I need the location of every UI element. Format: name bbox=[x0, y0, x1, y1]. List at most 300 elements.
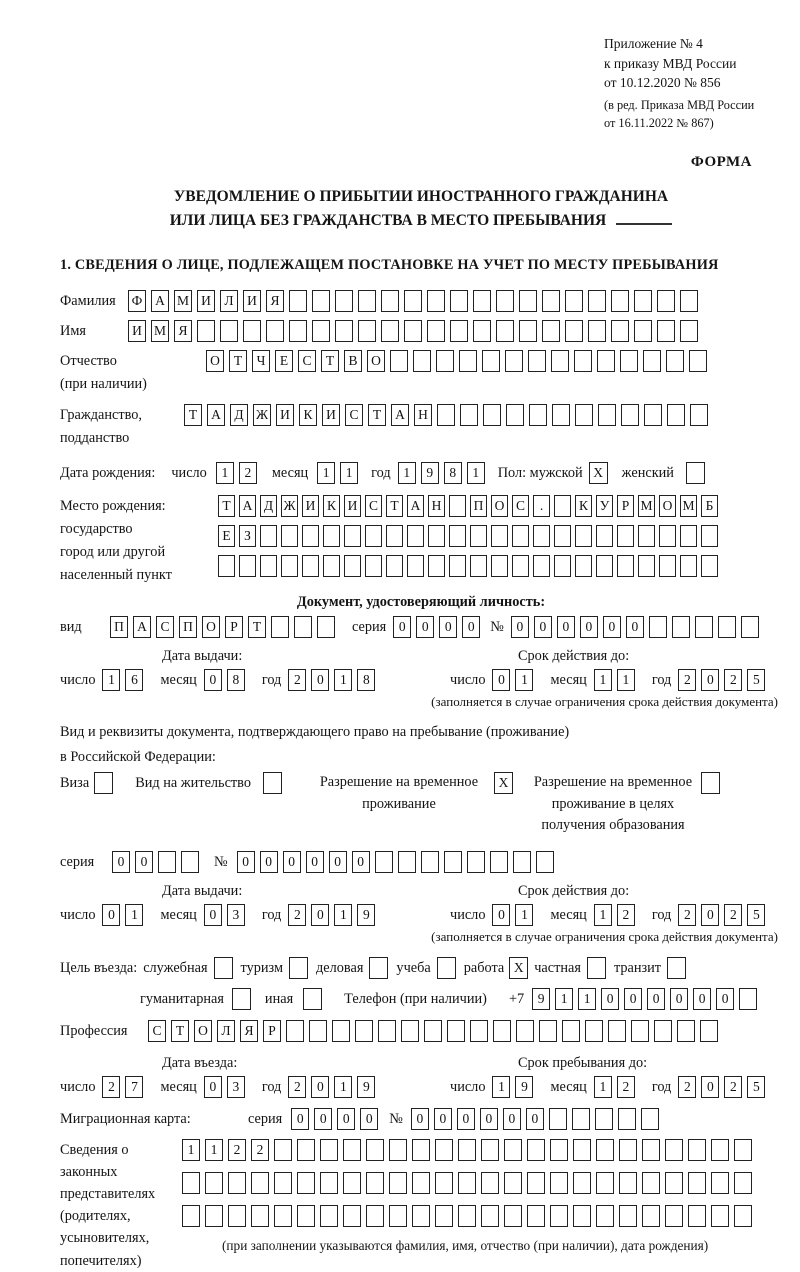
name-cell[interactable] bbox=[657, 320, 675, 342]
representatives-row1-cell[interactable] bbox=[734, 1139, 752, 1161]
citizenship-cell[interactable] bbox=[644, 404, 662, 426]
residence-permit-checkbox[interactable] bbox=[263, 772, 282, 794]
residence-number-cells[interactable] bbox=[237, 851, 559, 873]
entry-day-cell[interactable]: 2 bbox=[102, 1076, 120, 1098]
birth-place-row1-cell[interactable]: Б bbox=[701, 495, 718, 517]
purpose-work-cell[interactable]: X bbox=[509, 957, 528, 979]
residence-issue-year-cells[interactable] bbox=[288, 904, 380, 926]
migration-number-cell[interactable]: 0 bbox=[457, 1108, 475, 1130]
migration-number-cell[interactable] bbox=[641, 1108, 659, 1130]
profession-cell[interactable]: Т bbox=[171, 1020, 189, 1042]
patronymic-cell[interactable] bbox=[390, 350, 408, 372]
name-cell[interactable] bbox=[634, 320, 652, 342]
patronymic-cell[interactable] bbox=[436, 350, 454, 372]
representatives-row2-cell[interactable] bbox=[481, 1172, 499, 1194]
citizenship-cell[interactable] bbox=[598, 404, 616, 426]
representatives-row1-cell[interactable] bbox=[550, 1139, 568, 1161]
birth-place-row2-cells[interactable] bbox=[218, 525, 722, 547]
name-cell[interactable] bbox=[450, 320, 468, 342]
doc-issue-year-cell[interactable]: 1 bbox=[334, 669, 352, 691]
birth-place-row3-cell[interactable] bbox=[281, 555, 298, 577]
entry-day-cell[interactable]: 7 bbox=[125, 1076, 143, 1098]
representatives-row2-cells[interactable] bbox=[182, 1172, 757, 1194]
name-cell[interactable] bbox=[197, 320, 215, 342]
sex-male-checkbox[interactable] bbox=[589, 462, 608, 484]
name-cell[interactable]: И bbox=[128, 320, 146, 342]
profession-cell[interactable] bbox=[378, 1020, 396, 1042]
temp-residence-permit-checkbox[interactable] bbox=[494, 772, 513, 794]
stay-year-cells[interactable] bbox=[678, 1076, 770, 1098]
doc-series-cell[interactable]: 0 bbox=[462, 616, 480, 638]
surname-cell[interactable] bbox=[473, 290, 491, 312]
purpose-business-cell[interactable] bbox=[369, 957, 388, 979]
migration-number-cell[interactable] bbox=[549, 1108, 567, 1130]
phone-cell[interactable] bbox=[739, 988, 757, 1010]
sex-male-cell[interactable]: X bbox=[589, 462, 608, 484]
name-cell[interactable] bbox=[289, 320, 307, 342]
birth-year-cell[interactable]: 1 bbox=[398, 462, 416, 484]
residence-expiry-year-cell[interactable]: 2 bbox=[678, 904, 696, 926]
residence-number-cell[interactable] bbox=[490, 851, 508, 873]
birth-place-row1-cell[interactable]: И bbox=[344, 495, 361, 517]
birth-place-row1-cell[interactable]: А bbox=[239, 495, 256, 517]
representatives-row1-cell[interactable] bbox=[642, 1139, 660, 1161]
representatives-row1-cell[interactable]: 2 bbox=[228, 1139, 246, 1161]
name-cell[interactable] bbox=[588, 320, 606, 342]
birth-day-cell[interactable]: 2 bbox=[239, 462, 257, 484]
purpose-official-checkbox[interactable] bbox=[214, 957, 233, 979]
stay-day-cells[interactable] bbox=[492, 1076, 538, 1098]
citizenship-cell[interactable] bbox=[506, 404, 524, 426]
representatives-row2-cell[interactable] bbox=[573, 1172, 591, 1194]
patronymic-cell[interactable] bbox=[620, 350, 638, 372]
name-cell[interactable] bbox=[381, 320, 399, 342]
profession-cell[interactable] bbox=[355, 1020, 373, 1042]
representatives-row2-cell[interactable] bbox=[435, 1172, 453, 1194]
purpose-tourism-cell[interactable] bbox=[289, 957, 308, 979]
surname-cell[interactable] bbox=[657, 290, 675, 312]
representatives-row1-cell[interactable] bbox=[481, 1139, 499, 1161]
representatives-row3-cell[interactable] bbox=[550, 1205, 568, 1227]
citizenship-cell[interactable]: И bbox=[322, 404, 340, 426]
entry-day-cells[interactable] bbox=[102, 1076, 148, 1098]
representatives-row1-cell[interactable] bbox=[619, 1139, 637, 1161]
migration-number-cells[interactable] bbox=[411, 1108, 664, 1130]
surname-cell[interactable]: А bbox=[151, 290, 169, 312]
citizenship-cell[interactable]: А bbox=[391, 404, 409, 426]
representatives-row3-cell[interactable] bbox=[619, 1205, 637, 1227]
residence-expiry-day-cell[interactable]: 1 bbox=[515, 904, 533, 926]
doc-type-cell[interactable] bbox=[294, 616, 312, 638]
birth-place-row3-cell[interactable] bbox=[344, 555, 361, 577]
birth-place-row2-cell[interactable] bbox=[260, 525, 277, 547]
doc-type-cell[interactable]: С bbox=[156, 616, 174, 638]
representatives-row2-cell[interactable] bbox=[458, 1172, 476, 1194]
doc-issue-day-cell[interactable]: 6 bbox=[125, 669, 143, 691]
phone-cell[interactable]: 0 bbox=[624, 988, 642, 1010]
birth-place-row2-cell[interactable]: З bbox=[239, 525, 256, 547]
birth-place-row3-cell[interactable] bbox=[701, 555, 718, 577]
birth-place-row2-cell[interactable] bbox=[386, 525, 403, 547]
entry-month-cells[interactable] bbox=[204, 1076, 250, 1098]
migration-number-cell[interactable] bbox=[572, 1108, 590, 1130]
residence-issue-month-cell[interactable]: 0 bbox=[204, 904, 222, 926]
profession-cell[interactable]: Я bbox=[240, 1020, 258, 1042]
profession-cell[interactable]: О bbox=[194, 1020, 212, 1042]
representatives-row3-cell[interactable] bbox=[343, 1205, 361, 1227]
stay-year-cell[interactable]: 2 bbox=[678, 1076, 696, 1098]
representatives-row3-cell[interactable] bbox=[228, 1205, 246, 1227]
stay-year-cell[interactable]: 2 bbox=[724, 1076, 742, 1098]
doc-expiry-year-cell[interactable]: 2 bbox=[724, 669, 742, 691]
visa-cell[interactable] bbox=[94, 772, 113, 794]
patronymic-cell[interactable]: С bbox=[298, 350, 316, 372]
stay-month-cells[interactable] bbox=[594, 1076, 640, 1098]
phone-cell[interactable]: 1 bbox=[578, 988, 596, 1010]
birth-place-row3-cell[interactable] bbox=[260, 555, 277, 577]
migration-number-cell[interactable]: 0 bbox=[480, 1108, 498, 1130]
doc-expiry-year-cell[interactable]: 0 bbox=[701, 669, 719, 691]
representatives-row2-cell[interactable] bbox=[412, 1172, 430, 1194]
birth-month-cells[interactable] bbox=[317, 462, 363, 484]
doc-series-cells[interactable] bbox=[393, 616, 485, 638]
representatives-row1-cell[interactable] bbox=[412, 1139, 430, 1161]
migration-number-cell[interactable]: 0 bbox=[434, 1108, 452, 1130]
residence-number-cell[interactable] bbox=[467, 851, 485, 873]
surname-cell[interactable]: Я bbox=[266, 290, 284, 312]
birth-place-row3-cell[interactable] bbox=[386, 555, 403, 577]
surname-cell[interactable] bbox=[680, 290, 698, 312]
patronymic-cell[interactable] bbox=[574, 350, 592, 372]
birth-place-row1-cell[interactable]: А bbox=[407, 495, 424, 517]
residence-issue-year-cell[interactable]: 2 bbox=[288, 904, 306, 926]
surname-cell[interactable] bbox=[450, 290, 468, 312]
birth-place-row1-cell[interactable]: П bbox=[470, 495, 487, 517]
profession-cell[interactable]: С bbox=[148, 1020, 166, 1042]
birth-place-row1-cell[interactable]: Д bbox=[260, 495, 277, 517]
birth-place-row1-cell[interactable]: К bbox=[575, 495, 592, 517]
representatives-row3-cell[interactable] bbox=[504, 1205, 522, 1227]
representatives-row2-cell[interactable] bbox=[389, 1172, 407, 1194]
representatives-row2-cell[interactable] bbox=[366, 1172, 384, 1194]
residence-expiry-year-cell[interactable]: 2 bbox=[724, 904, 742, 926]
doc-expiry-year-cell[interactable]: 2 bbox=[678, 669, 696, 691]
migration-number-cell[interactable]: 0 bbox=[503, 1108, 521, 1130]
representatives-row3-cell[interactable] bbox=[435, 1205, 453, 1227]
surname-cell[interactable] bbox=[312, 290, 330, 312]
birth-place-row2-cell[interactable] bbox=[554, 525, 571, 547]
birth-place-row2-cell[interactable] bbox=[428, 525, 445, 547]
name-cell[interactable] bbox=[358, 320, 376, 342]
representatives-row3-cell[interactable] bbox=[665, 1205, 683, 1227]
citizenship-cell[interactable]: Д bbox=[230, 404, 248, 426]
doc-issue-year-cells[interactable] bbox=[288, 669, 380, 691]
representatives-row3-cell[interactable] bbox=[274, 1205, 292, 1227]
representatives-row2-cell[interactable] bbox=[734, 1172, 752, 1194]
representatives-row3-cell[interactable] bbox=[596, 1205, 614, 1227]
birth-place-row1-cell[interactable]: Н bbox=[428, 495, 445, 517]
birth-place-row3-cell[interactable] bbox=[554, 555, 571, 577]
residence-issue-day-cell[interactable]: 0 bbox=[102, 904, 120, 926]
birth-place-row1-cell[interactable]: О bbox=[659, 495, 676, 517]
residence-number-cell[interactable]: 0 bbox=[237, 851, 255, 873]
representatives-row1-cell[interactable] bbox=[343, 1139, 361, 1161]
name-cell[interactable] bbox=[680, 320, 698, 342]
birth-year-cell[interactable]: 1 bbox=[467, 462, 485, 484]
profession-cell[interactable] bbox=[332, 1020, 350, 1042]
purpose-transit-checkbox[interactable] bbox=[667, 957, 686, 979]
patronymic-cell[interactable]: О bbox=[206, 350, 224, 372]
birth-place-row3-cell[interactable] bbox=[659, 555, 676, 577]
representatives-row3-cell[interactable] bbox=[251, 1205, 269, 1227]
birth-place-row3-cell[interactable] bbox=[239, 555, 256, 577]
birth-place-row2-cell[interactable] bbox=[281, 525, 298, 547]
representatives-row1-cell[interactable] bbox=[366, 1139, 384, 1161]
birth-year-cell[interactable]: 8 bbox=[444, 462, 462, 484]
stay-day-cell[interactable]: 9 bbox=[515, 1076, 533, 1098]
birth-place-row1-cell[interactable]: О bbox=[491, 495, 508, 517]
birth-place-row1-cell[interactable]: Ж bbox=[281, 495, 298, 517]
profession-cell[interactable] bbox=[424, 1020, 442, 1042]
citizenship-cell[interactable] bbox=[552, 404, 570, 426]
birth-place-row1-cell[interactable]: Р bbox=[617, 495, 634, 517]
birth-place-row1-cell[interactable] bbox=[449, 495, 466, 517]
representatives-row3-cell[interactable] bbox=[688, 1205, 706, 1227]
birth-place-row3-cell[interactable] bbox=[218, 555, 235, 577]
doc-issue-year-cell[interactable]: 0 bbox=[311, 669, 329, 691]
purpose-study-cell[interactable] bbox=[437, 957, 456, 979]
birth-place-row2-cell[interactable] bbox=[680, 525, 697, 547]
surname-cell[interactable] bbox=[588, 290, 606, 312]
surname-cells[interactable] bbox=[128, 290, 703, 312]
birth-place-row2-cell[interactable] bbox=[512, 525, 529, 547]
representatives-row1-cell[interactable] bbox=[274, 1139, 292, 1161]
purpose-private-cell[interactable] bbox=[587, 957, 606, 979]
representatives-row1-cell[interactable]: 1 bbox=[205, 1139, 223, 1161]
birth-place-row3-cell[interactable] bbox=[575, 555, 592, 577]
residence-series-cell[interactable] bbox=[181, 851, 199, 873]
birth-place-row2-cell[interactable] bbox=[596, 525, 613, 547]
representatives-row2-cell[interactable] bbox=[550, 1172, 568, 1194]
profession-cell[interactable]: Л bbox=[217, 1020, 235, 1042]
doc-number-cells[interactable] bbox=[511, 616, 764, 638]
doc-type-cell[interactable]: О bbox=[202, 616, 220, 638]
surname-cell[interactable] bbox=[404, 290, 422, 312]
phone-cell[interactable]: 0 bbox=[670, 988, 688, 1010]
residence-number-cell[interactable]: 0 bbox=[260, 851, 278, 873]
phone-cell[interactable]: 9 bbox=[532, 988, 550, 1010]
birth-place-row3-cell[interactable] bbox=[491, 555, 508, 577]
migration-number-cell[interactable] bbox=[595, 1108, 613, 1130]
residence-expiry-month-cells[interactable] bbox=[594, 904, 640, 926]
doc-issue-month-cell[interactable]: 0 bbox=[204, 669, 222, 691]
representatives-row2-cell[interactable] bbox=[596, 1172, 614, 1194]
sex-female-checkbox[interactable] bbox=[686, 462, 705, 484]
patronymic-cell[interactable]: Ч bbox=[252, 350, 270, 372]
representatives-row2-cell[interactable] bbox=[711, 1172, 729, 1194]
birth-place-row1-cell[interactable]: М bbox=[638, 495, 655, 517]
doc-number-cell[interactable] bbox=[718, 616, 736, 638]
representatives-row1-cell[interactable] bbox=[596, 1139, 614, 1161]
birth-place-row3-cell[interactable] bbox=[596, 555, 613, 577]
representatives-row2-cell[interactable] bbox=[205, 1172, 223, 1194]
name-cells[interactable] bbox=[128, 320, 703, 342]
patronymic-cell[interactable]: В bbox=[344, 350, 362, 372]
patronymic-cell[interactable]: Т bbox=[229, 350, 247, 372]
birth-place-row2-cell[interactable] bbox=[659, 525, 676, 547]
surname-cell[interactable] bbox=[496, 290, 514, 312]
representatives-row3-cell[interactable] bbox=[412, 1205, 430, 1227]
representatives-row2-cell[interactable] bbox=[320, 1172, 338, 1194]
doc-type-cell[interactable]: П bbox=[179, 616, 197, 638]
citizenship-cell[interactable] bbox=[529, 404, 547, 426]
birth-place-row1-cell[interactable]: У bbox=[596, 495, 613, 517]
birth-place-row1-cell[interactable]: Т bbox=[218, 495, 235, 517]
doc-type-cell[interactable]: Т bbox=[248, 616, 266, 638]
surname-cell[interactable] bbox=[611, 290, 629, 312]
doc-issue-year-cell[interactable]: 8 bbox=[357, 669, 375, 691]
residence-expiry-year-cell[interactable]: 0 bbox=[701, 904, 719, 926]
birth-place-row3-cell[interactable] bbox=[638, 555, 655, 577]
representatives-row3-cell[interactable] bbox=[458, 1205, 476, 1227]
citizenship-cell[interactable]: К bbox=[299, 404, 317, 426]
residence-series-cells[interactable] bbox=[112, 851, 204, 873]
patronymic-cell[interactable] bbox=[413, 350, 431, 372]
doc-series-cell[interactable]: 0 bbox=[439, 616, 457, 638]
birth-place-row3-cell[interactable] bbox=[407, 555, 424, 577]
representatives-row2-cell[interactable] bbox=[274, 1172, 292, 1194]
representatives-row2-cell[interactable] bbox=[688, 1172, 706, 1194]
citizenship-cell[interactable]: С bbox=[345, 404, 363, 426]
stay-year-cell[interactable]: 0 bbox=[701, 1076, 719, 1098]
residence-issue-year-cell[interactable]: 1 bbox=[334, 904, 352, 926]
purpose-other-cell[interactable] bbox=[303, 988, 322, 1010]
patronymic-cell[interactable]: О bbox=[367, 350, 385, 372]
surname-cell[interactable] bbox=[381, 290, 399, 312]
doc-issue-year-cell[interactable]: 2 bbox=[288, 669, 306, 691]
profession-cells[interactable] bbox=[148, 1020, 723, 1042]
citizenship-cell[interactable]: Т bbox=[368, 404, 386, 426]
residence-expiry-day-cell[interactable]: 0 bbox=[492, 904, 510, 926]
citizenship-cell[interactable] bbox=[667, 404, 685, 426]
patronymic-cell[interactable] bbox=[459, 350, 477, 372]
citizenship-cell[interactable] bbox=[483, 404, 501, 426]
patronymic-cell[interactable]: Е bbox=[275, 350, 293, 372]
birth-place-row2-cell[interactable] bbox=[344, 525, 361, 547]
citizenship-cell[interactable]: Н bbox=[414, 404, 432, 426]
birth-place-row3-cell[interactable] bbox=[323, 555, 340, 577]
patronymic-cells[interactable] bbox=[206, 350, 712, 372]
phone-cell[interactable]: 1 bbox=[555, 988, 573, 1010]
birth-place-row1-cells[interactable] bbox=[218, 495, 722, 517]
residence-expiry-year-cells[interactable] bbox=[678, 904, 770, 926]
doc-type-cell[interactable]: Р bbox=[225, 616, 243, 638]
patronymic-cell[interactable]: Т bbox=[321, 350, 339, 372]
residence-expiry-day-cells[interactable] bbox=[492, 904, 538, 926]
birth-place-row2-cell[interactable] bbox=[407, 525, 424, 547]
purpose-other-checkbox[interactable] bbox=[303, 988, 322, 1010]
birth-place-row2-cell[interactable] bbox=[701, 525, 718, 547]
representatives-row3-cell[interactable] bbox=[527, 1205, 545, 1227]
patronymic-cell[interactable] bbox=[528, 350, 546, 372]
residence-number-cell[interactable] bbox=[536, 851, 554, 873]
stay-month-cell[interactable]: 2 bbox=[617, 1076, 635, 1098]
residence-permit-cell[interactable] bbox=[263, 772, 282, 794]
migration-number-cell[interactable] bbox=[618, 1108, 636, 1130]
phone-cells[interactable] bbox=[532, 988, 762, 1010]
purpose-private-checkbox[interactable] bbox=[587, 957, 606, 979]
profession-cell[interactable] bbox=[700, 1020, 718, 1042]
residence-issue-month-cell[interactable]: 3 bbox=[227, 904, 245, 926]
name-cell[interactable] bbox=[473, 320, 491, 342]
birth-place-row1-cell[interactable]: С bbox=[512, 495, 529, 517]
doc-number-cell[interactable] bbox=[741, 616, 759, 638]
representatives-row1-cell[interactable] bbox=[435, 1139, 453, 1161]
birth-place-row1-cell[interactable]: С bbox=[365, 495, 382, 517]
birth-place-row2-cell[interactable]: Е bbox=[218, 525, 235, 547]
residence-series-cell[interactable]: 0 bbox=[112, 851, 130, 873]
representatives-row3-cell[interactable] bbox=[481, 1205, 499, 1227]
doc-number-cell[interactable]: 0 bbox=[557, 616, 575, 638]
residence-number-cell[interactable] bbox=[375, 851, 393, 873]
residence-number-cell[interactable] bbox=[398, 851, 416, 873]
representatives-row1-cell[interactable] bbox=[711, 1139, 729, 1161]
representatives-row1-cell[interactable] bbox=[458, 1139, 476, 1161]
profession-cell[interactable] bbox=[539, 1020, 557, 1042]
citizenship-cell[interactable]: Т bbox=[184, 404, 202, 426]
representatives-row1-cell[interactable]: 2 bbox=[251, 1139, 269, 1161]
surname-cell[interactable] bbox=[565, 290, 583, 312]
doc-number-cell[interactable] bbox=[672, 616, 690, 638]
birth-place-row3-cell[interactable] bbox=[470, 555, 487, 577]
purpose-work-checkbox[interactable] bbox=[509, 957, 528, 979]
residence-issue-day-cell[interactable]: 1 bbox=[125, 904, 143, 926]
residence-series-cell[interactable]: 0 bbox=[135, 851, 153, 873]
entry-year-cell[interactable]: 1 bbox=[334, 1076, 352, 1098]
residence-issue-year-cell[interactable]: 0 bbox=[311, 904, 329, 926]
visa-checkbox[interactable] bbox=[94, 772, 113, 794]
surname-cell[interactable] bbox=[542, 290, 560, 312]
doc-number-cell[interactable] bbox=[695, 616, 713, 638]
residence-expiry-month-cell[interactable]: 1 bbox=[594, 904, 612, 926]
stay-month-cell[interactable]: 1 bbox=[594, 1076, 612, 1098]
representatives-row1-cell[interactable] bbox=[573, 1139, 591, 1161]
citizenship-cell[interactable] bbox=[690, 404, 708, 426]
citizenship-cell[interactable] bbox=[460, 404, 478, 426]
entry-month-cell[interactable]: 3 bbox=[227, 1076, 245, 1098]
representatives-row2-cell[interactable] bbox=[343, 1172, 361, 1194]
representatives-row2-cell[interactable] bbox=[251, 1172, 269, 1194]
surname-cell[interactable] bbox=[634, 290, 652, 312]
name-cell[interactable] bbox=[542, 320, 560, 342]
migration-number-cell[interactable]: 0 bbox=[526, 1108, 544, 1130]
name-cell[interactable]: Я bbox=[174, 320, 192, 342]
representatives-row2-cell[interactable] bbox=[504, 1172, 522, 1194]
representatives-row1-cell[interactable] bbox=[504, 1139, 522, 1161]
name-cell[interactable] bbox=[220, 320, 238, 342]
profession-cell[interactable] bbox=[286, 1020, 304, 1042]
migration-number-cell[interactable]: 0 bbox=[411, 1108, 429, 1130]
surname-cell[interactable]: Ф bbox=[128, 290, 146, 312]
name-cell[interactable] bbox=[266, 320, 284, 342]
doc-issue-day-cell[interactable]: 1 bbox=[102, 669, 120, 691]
patronymic-cell[interactable] bbox=[482, 350, 500, 372]
representatives-row1-cell[interactable] bbox=[320, 1139, 338, 1161]
citizenship-cell[interactable]: Ж bbox=[253, 404, 271, 426]
doc-number-cell[interactable]: 0 bbox=[534, 616, 552, 638]
surname-cell[interactable] bbox=[289, 290, 307, 312]
purpose-humanitarian-cell[interactable] bbox=[232, 988, 251, 1010]
